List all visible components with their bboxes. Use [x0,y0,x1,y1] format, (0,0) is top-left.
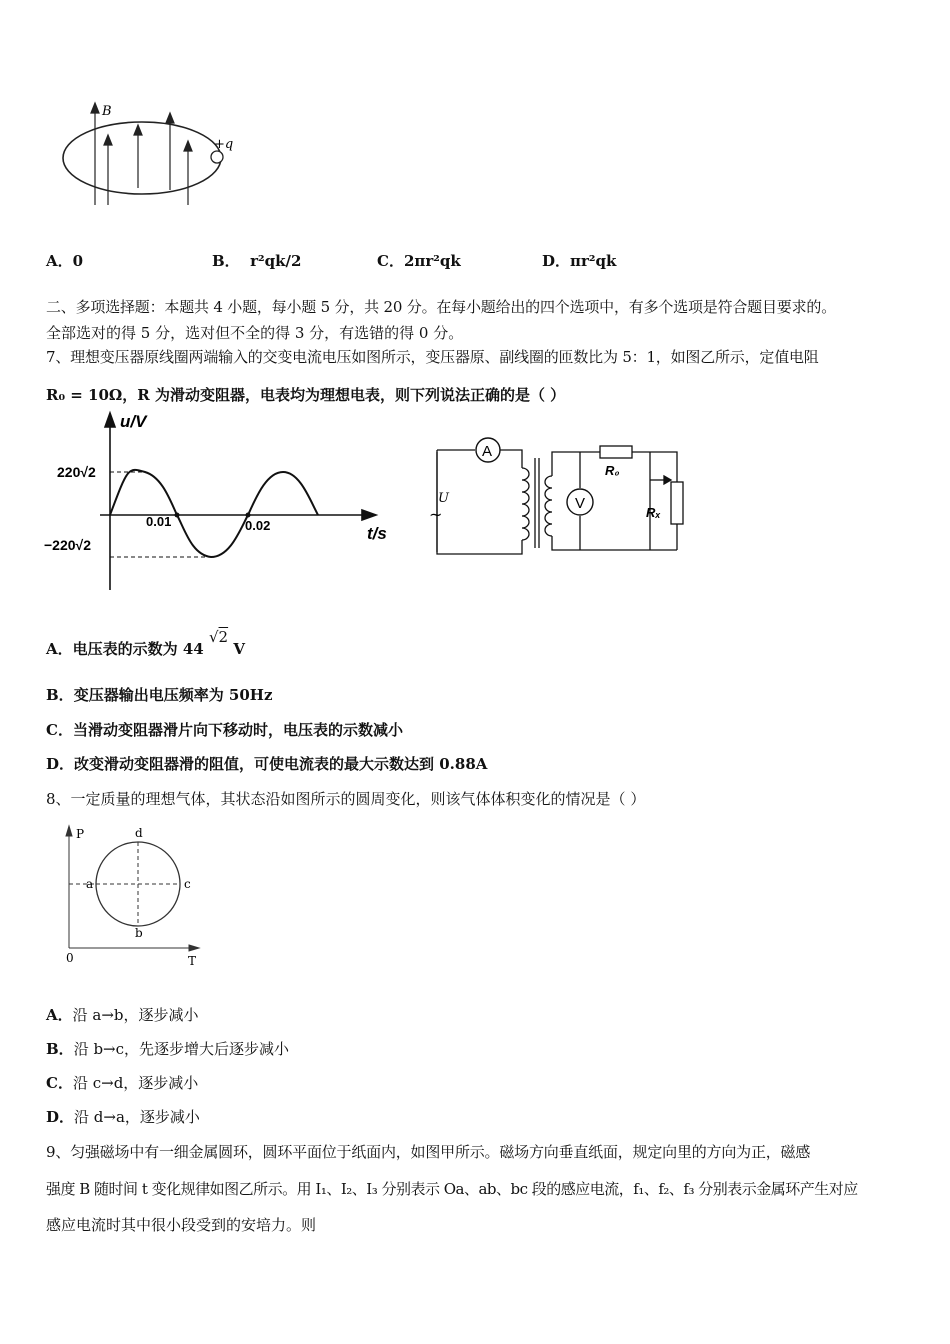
y-axis-label: u/V [120,412,147,431]
q6-option-b: B． r²qk/2 [212,252,302,270]
r0-label: R₀ [605,463,620,478]
tick-001: 0.01 [146,514,172,529]
rx-label: Rₓ [646,505,661,520]
transformer-circuit [0,430,950,570]
ring-ellipse [63,122,221,194]
ac-symbol: ~ [429,505,443,524]
pt-circle-graph [0,820,220,970]
q8-stem: 8、一定质量的理想气体，其状态沿如图所示的圆周变化，则该气体体积变化的情况是（ ） [46,790,646,808]
q9-line2: 强度 B 随时间 t 变化规律如图乙所示。用 I₁、I₂、I₃ 分别表示 Oa、ab、bc 段的感应电流，f₁、f₂、f₃ 分别表示金属环产生对应 [46,1180,858,1198]
q9-line1: 9、匀强磁场中有一细金属圆环，圆环平面位于纸面内，如图甲所示。磁场方向垂直纸面，规定向里的方向为正，磁感 [46,1143,811,1161]
q9-line3: 感应电流时其中很小段受到的安培力。则 [46,1216,317,1234]
q7-option-b: B．变压器输出电压频率为 50Hz [46,686,273,704]
q7-option-a: A．电压表的示数为 44 √2 V [46,628,245,658]
q8-option-d: D．沿 d→a，逐步减小 [46,1108,200,1126]
section2-line1: 二、多项选择题：本题共 4 小题，每小题 5 分，共 20 分。在每小题给出的四个选项中，有多个选项是符合题目要求的。 [46,298,836,316]
label-B: B [102,104,112,119]
source-label: U [438,491,449,506]
section2-line2: 全部选对的得 5 分，选对但不全的得 3 分，有选错的得 0 分。 [46,324,464,342]
axis-p: P [76,827,85,841]
trough-label: −220√2 [44,537,92,553]
q7-option-d: D．改变滑动变阻器滑的阻值，可使电流表的最大示数达到 0.88A [46,755,488,773]
tick-002: 0.02 [245,518,271,533]
q8-option-b: B．沿 b→c，先逐步增大后逐步减小 [46,1040,290,1058]
axis-t: T [188,954,197,968]
q7-stem-line2: R₀ = 10Ω，R 为滑动变阻器，电表均为理想电表，则下列说法正确的是（ ） [46,386,566,404]
x-axis-label: t/s [367,524,387,543]
q6-option-a: A．0 [46,252,84,270]
q8-option-a: A．沿 a→b，逐步减小 [46,1006,199,1024]
charge-circle [211,151,223,163]
q7-stem-line1: 7、理想变压器原线圈两端输入的交变电流电压如图所示，变压器原、副线圈的匝数比为 5：1，如图乙所示，定值电阻 [46,348,819,366]
point-b: b [135,926,143,940]
q6-option-d: D．πr²qk [542,252,617,270]
point-c: c [184,877,191,891]
label-q: +q [214,137,234,152]
origin: 0 [66,951,74,965]
voltmeter-label: V [575,495,586,512]
q6-option-c: C．2πr²qk [377,252,461,270]
ammeter-label: A [482,443,493,460]
q8-option-c: C．沿 c→d，逐步减小 [46,1074,199,1092]
peak-label: 220√2 [57,464,96,480]
q7-option-c: C．当滑动变阻器滑片向下移动时，电压表的示数减小 [46,721,403,739]
point-d: d [135,826,143,840]
point-a: a [86,877,94,891]
ring-field-figure [0,0,950,230]
